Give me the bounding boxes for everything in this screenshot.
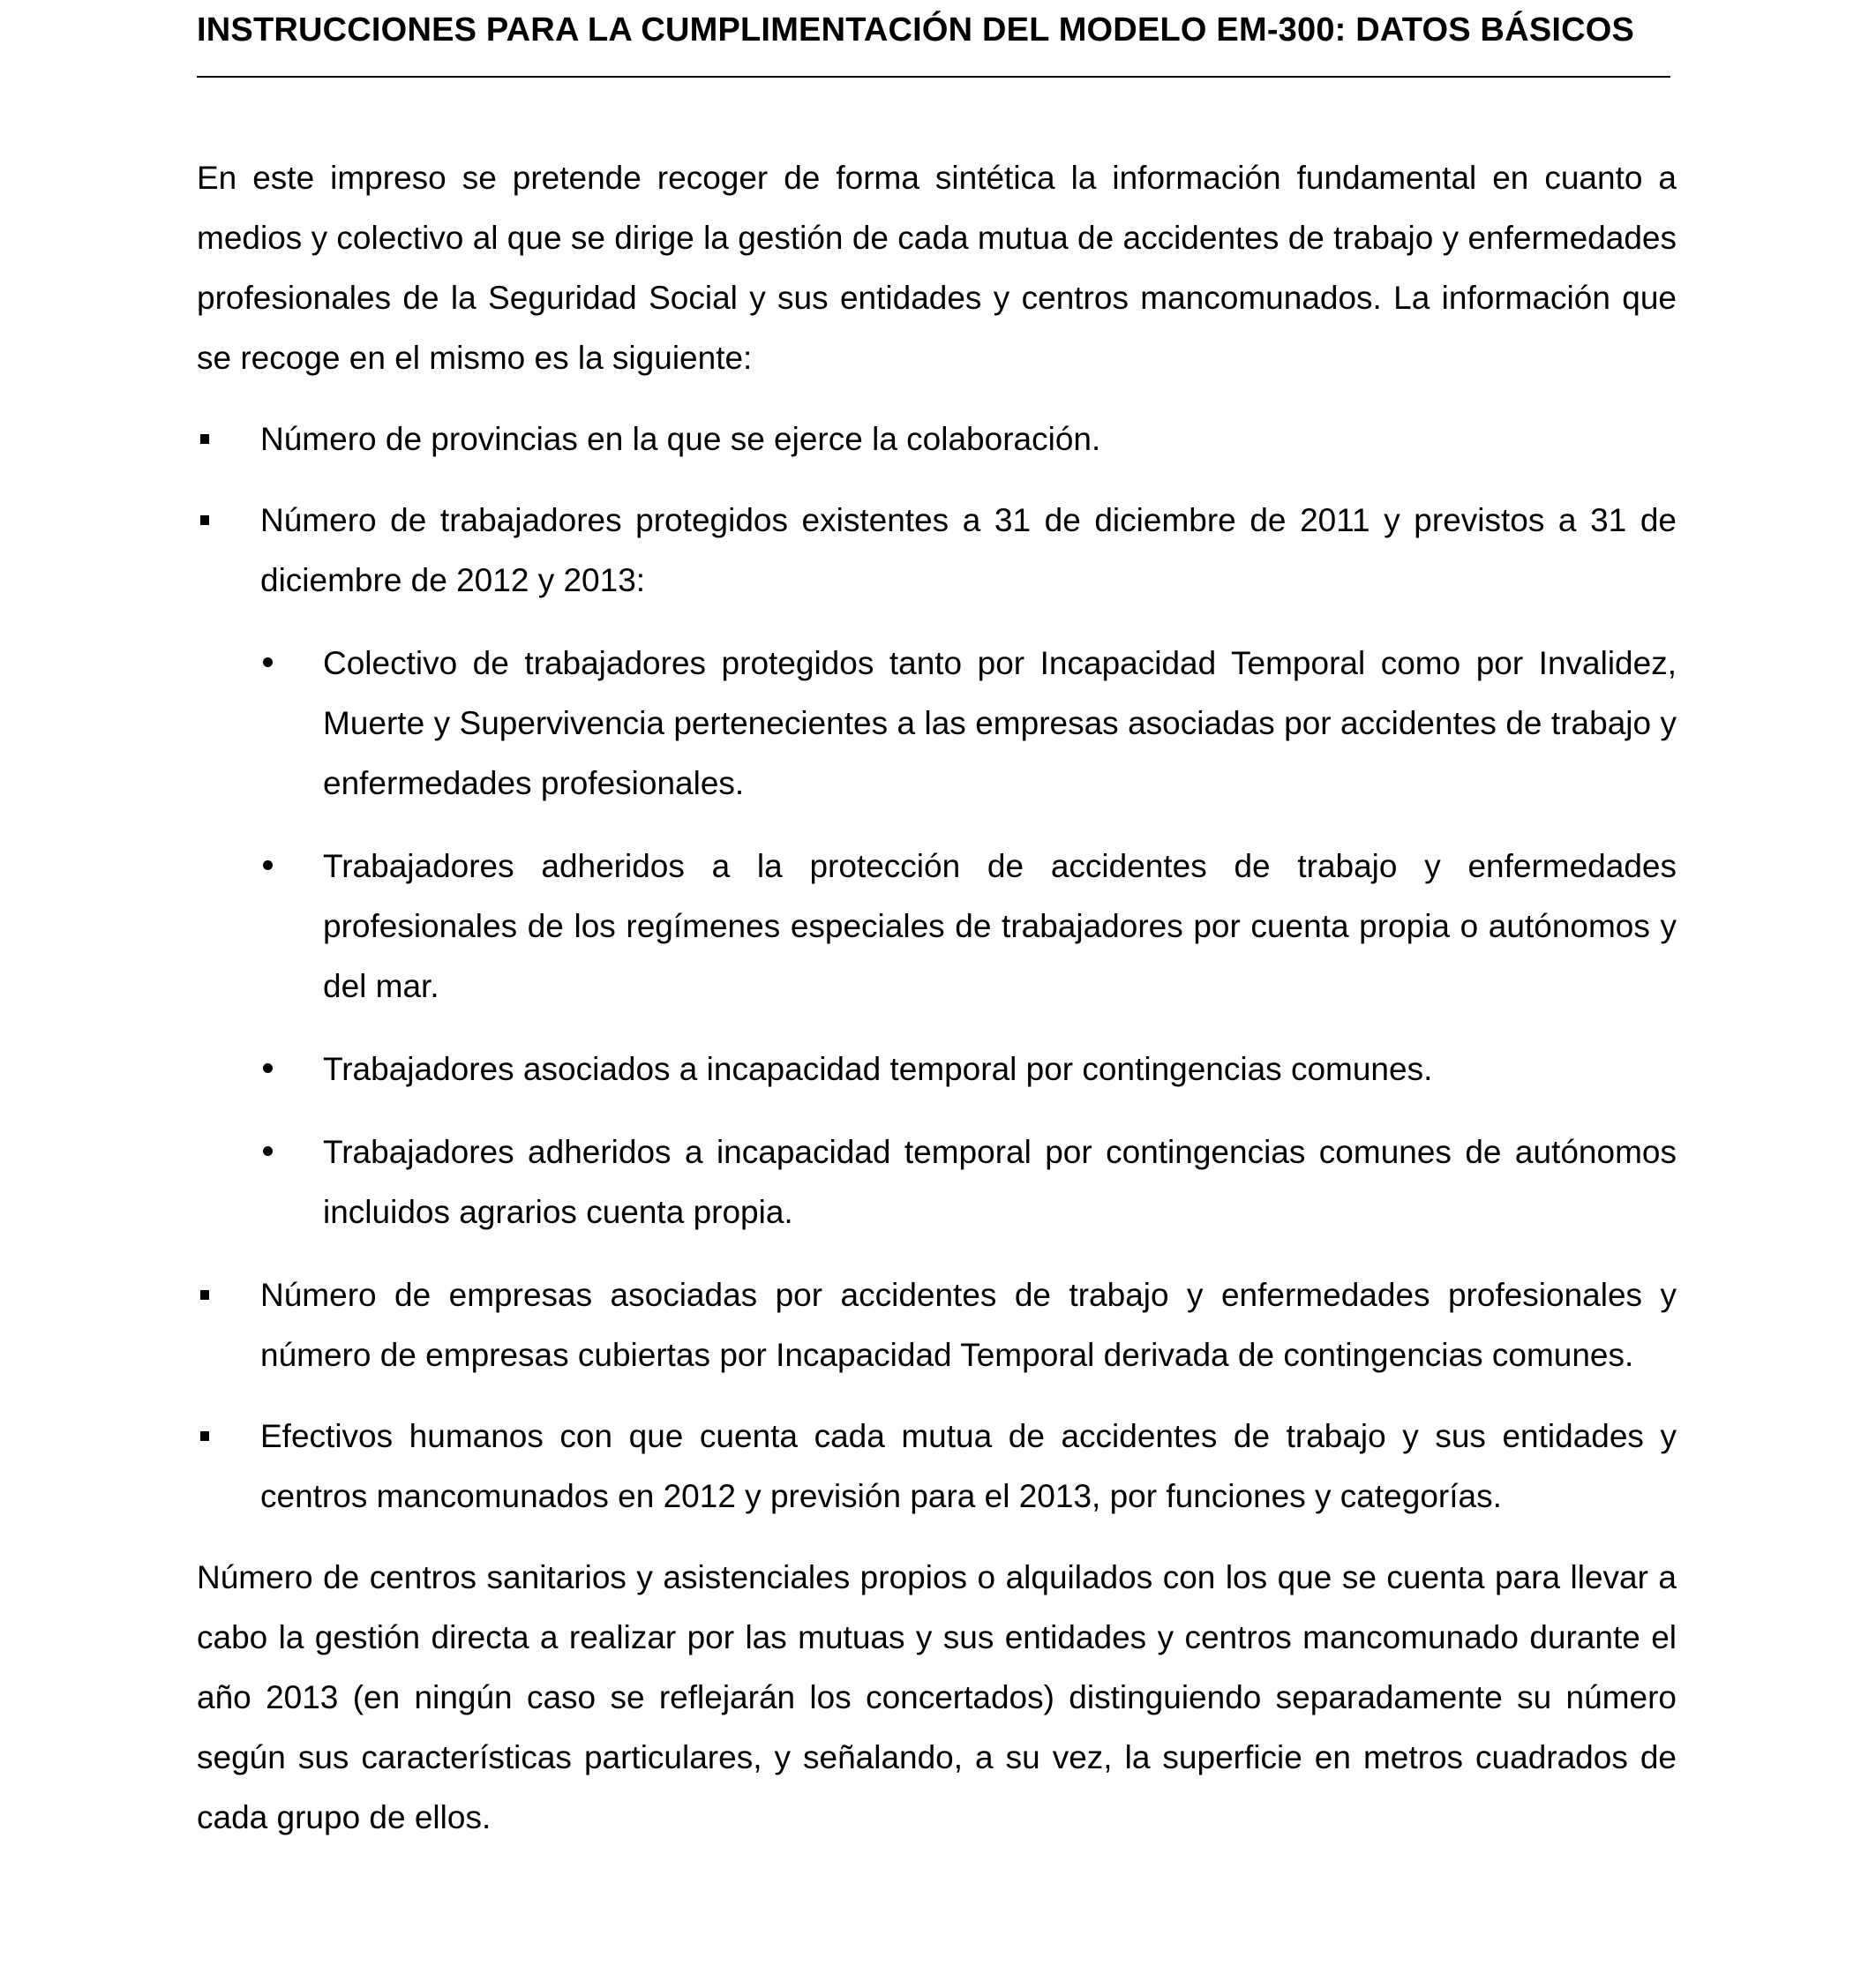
sublist-item	[260, 1039, 1677, 1099]
sublist-item	[260, 837, 1677, 1017]
list-item	[197, 491, 1677, 1242]
intro-paragraph: En este impreso se pretende recoger de forma sintética la información fundamental en cuanto a medios y colectivo al que se dirige la gestión de cada mutua de accidentes de trabajo y enfermedades profesionales de la Seguridad Social y sus entidades y centros mancomunados. La información que se recoge en el mismo es la siguiente:	[197, 160, 1677, 376]
square-bullet-icon	[200, 515, 209, 525]
list-item-text: Número de provincias en la que se ejerce la colaboración.	[260, 421, 1101, 457]
sublist-item-text: Trabajadores adheridos a la protección de accidentes de trabajo y enfermedades profesionales de los regímenes especiales de trabajadores por cuenta propia o autónomos y del mar.	[323, 848, 1677, 1004]
sublist-item-text: Trabajadores asociados a incapacidad temporal por contingencias comunes.	[323, 1051, 1433, 1087]
list-item-text: Efectivos humanos con que cuenta cada mutua de accidentes de trabajo y sus entidades y centros mancomunados en 2012 y previsión para el 2013, por funciones y categorías.	[260, 1418, 1677, 1514]
closing-paragraph: Número de centros sanitarios y asistenciales propios o alquilados con los que se cuenta para llevar a cabo la gestión directa a realizar por las mutuas y sus entidades y centros mancomunado durante el año 2013 (en ningún caso se reflejarán los concertados) distinguiendo separadamente su número según sus características particulares, y señalando, a su vez, la superficie en metros cuadrados de cada grupo de ellos.	[197, 1559, 1677, 1835]
worker-sublist	[260, 634, 1677, 1242]
info-list	[197, 409, 1677, 1527]
round-bullet-icon	[263, 1063, 273, 1073]
document-page	[197, 0, 1677, 1848]
sublist-item	[260, 634, 1677, 814]
list-item-text: Número de trabajadores protegidos existentes a 31 de diciembre de 2011 y previstos a 31 de diciembre de 2012 y 2013:	[260, 502, 1677, 598]
square-bullet-icon	[200, 434, 209, 444]
title-divider	[197, 76, 1670, 78]
sublist-item-text: Colectivo de trabajadores protegidos tanto por Incapacidad Temporal como por Invalidez, Muerte y Supervivencia pertenecientes a las empresas asociadas por accidentes de trabajo y enfermedades profesionales.	[323, 645, 1677, 801]
document-title: INSTRUCCIONES PARA LA CUMPLIMENTACIÓN DEL MODELO EM-300: DATOS BÁSICOS	[197, 11, 1635, 49]
round-bullet-icon	[263, 860, 273, 870]
sublist-item-text: Trabajadores adheridos a incapacidad temporal por contingencias comunes de autónomos incluidos agrarios cuenta propia.	[323, 1134, 1677, 1230]
list-item	[197, 409, 1677, 469]
round-bullet-icon	[263, 1146, 273, 1156]
square-bullet-icon	[200, 1290, 209, 1300]
list-item	[197, 1265, 1677, 1385]
list-item-text: Número de empresas asociadas por accidentes de trabajo y enfermedades profesionales y número de empresas cubiertas por Incapacidad Temporal derivada de contingencias comunes.	[260, 1277, 1677, 1373]
sublist-item	[260, 1122, 1677, 1242]
round-bullet-icon	[263, 657, 273, 667]
square-bullet-icon	[200, 1431, 209, 1441]
list-item	[197, 1407, 1677, 1527]
